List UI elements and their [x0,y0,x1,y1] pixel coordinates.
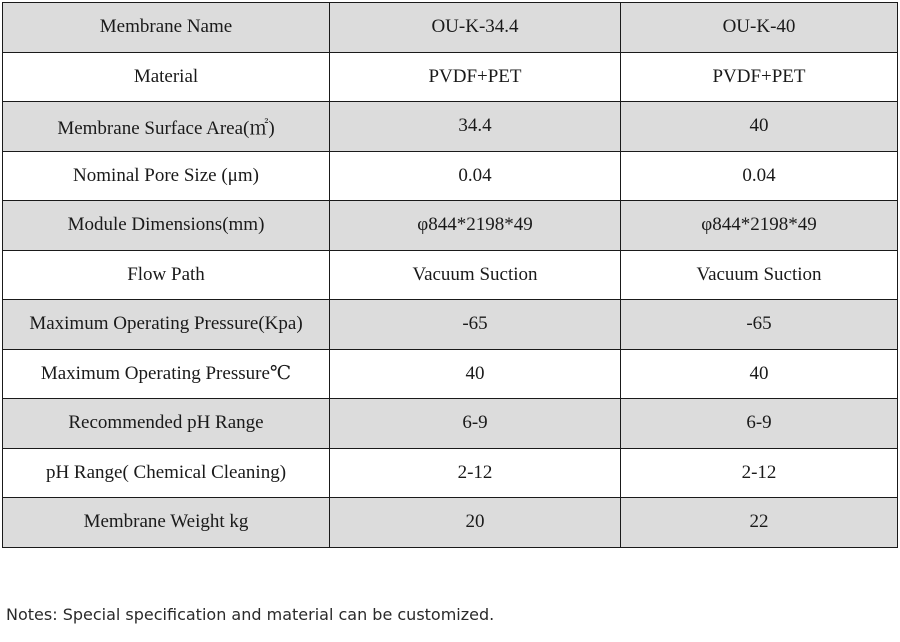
table-row-flow-path [3,250,898,300]
table-row-material [3,52,898,102]
specification-table [2,2,898,548]
table-row-surface-area [3,102,898,152]
row-label: Material [3,52,330,102]
cell-value: 6-9 [330,399,621,449]
cell-value: 40 [330,349,621,399]
cell-value: 40 [621,102,898,152]
row-label: Membrane Surface Area(㎡) [3,102,330,152]
table-row-membrane-name [3,3,898,53]
cell-value: PVDF+PET [621,52,898,102]
cell-value: 34.4 [330,102,621,152]
row-label: Membrane Name [3,3,330,53]
cell-value: 20 [330,498,621,548]
row-label: pH Range( Chemical Cleaning) [3,448,330,498]
table-row-max-temperature [3,349,898,399]
table-row-pore-size [3,151,898,201]
cell-value: Vacuum Suction [621,250,898,300]
cell-value: OU-K-34.4 [330,3,621,53]
cell-value: OU-K-40 [621,3,898,53]
cell-value: φ844*2198*49 [621,201,898,251]
table-row-module-dimensions [3,201,898,251]
table-row-ph-cleaning [3,448,898,498]
table-row-ph-range [3,399,898,449]
table-row-max-pressure [3,300,898,350]
cell-value: Vacuum Suction [330,250,621,300]
table-row-weight [3,498,898,548]
cell-value: 22 [621,498,898,548]
cell-value: 0.04 [621,151,898,201]
cell-value: 2-12 [621,448,898,498]
cell-value: 6-9 [621,399,898,449]
row-label: Flow Path [3,250,330,300]
row-label: Maximum Operating Pressure(Kpa) [3,300,330,350]
row-label: Nominal Pore Size (μm) [3,151,330,201]
row-label: Recommended pH Range [3,399,330,449]
cell-value: 40 [621,349,898,399]
row-label: Membrane Weight kg [3,498,330,548]
cell-value: -65 [330,300,621,350]
cell-value: -65 [621,300,898,350]
cell-value: 0.04 [330,151,621,201]
cell-value: φ844*2198*49 [330,201,621,251]
cell-value: PVDF+PET [330,52,621,102]
cell-value: 2-12 [330,448,621,498]
row-label: Module Dimensions(mm) [3,201,330,251]
row-label: Maximum Operating Pressure℃ [3,349,330,399]
notes-text: Notes: Special specification and material can be customized. [6,605,495,624]
